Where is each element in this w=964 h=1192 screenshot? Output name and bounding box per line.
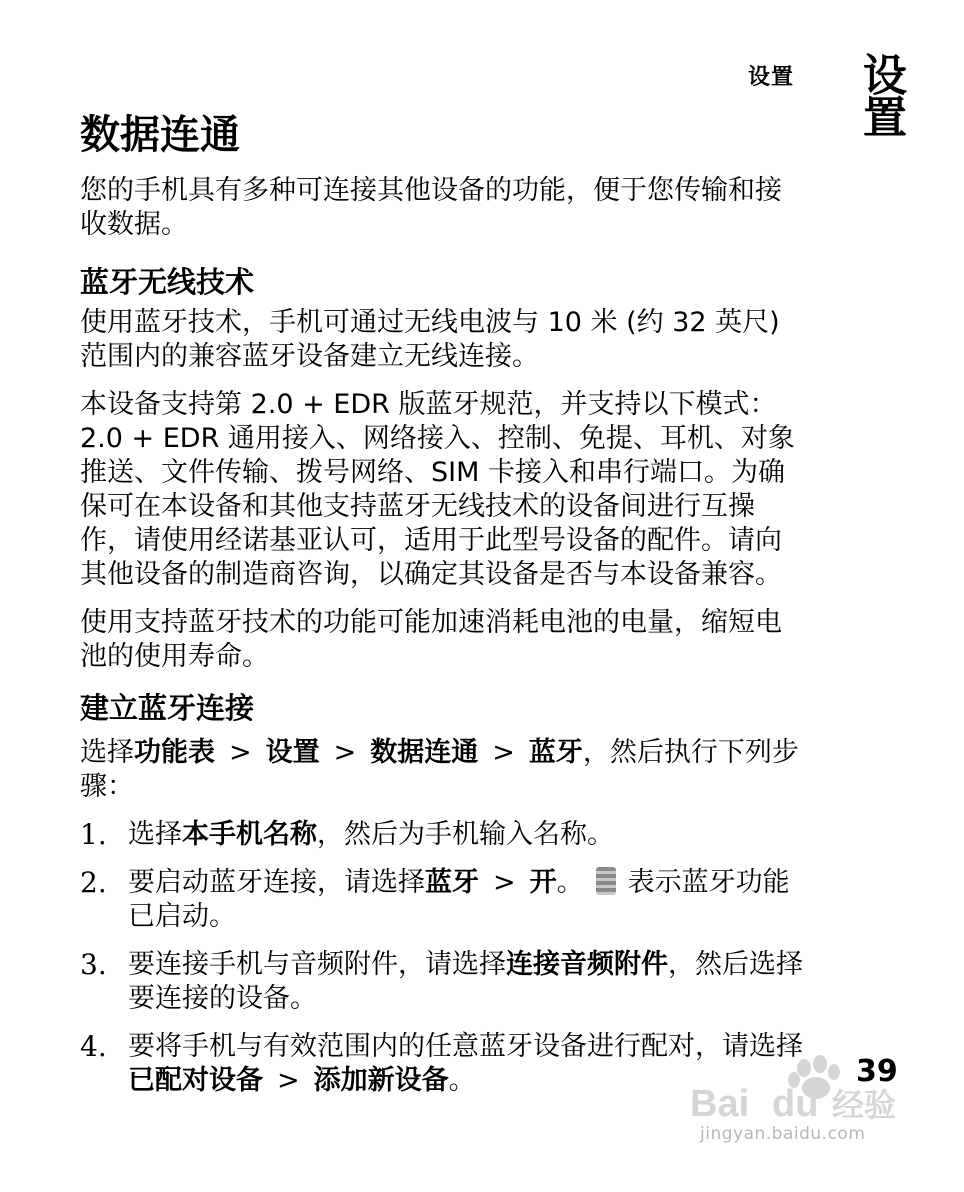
list-item: 3. 要连接手机与音频附件，请选择连接音频附件，然后选择要连接的设备。 [80, 948, 803, 1014]
menu-path-item: 数据连通 [370, 737, 479, 768]
menu-path-item: 功能表 [134, 737, 215, 768]
bluetooth-paragraph-battery: 使用支持蓝牙技术的功能可能加速消耗电池的电量，缩短电池的使用寿命。 [80, 607, 782, 672]
list-item: 4. 要将手机与有效范围内的任意蓝牙设备进行配对，请选择已配对设备 > 添加新设备。 [80, 1030, 803, 1096]
running-header: 设置 [748, 65, 795, 90]
connect-lead: 选择功能表 > 设置 > 数据连通 > 蓝牙，然后执行下列步骤： [80, 737, 799, 802]
bluetooth-paragraph-range: 使用蓝牙技术，手机可通过无线电波与 10 米 (约 32 英尺) 范围内的兼容蓝牙设备建立无线连接。 [80, 307, 780, 372]
section-intro: 您的手机具有多种可连接其他设备的功能，便于您传输和接收数据。 [80, 175, 782, 240]
bluetooth-status-icon [596, 867, 616, 895]
step-number: 1. [80, 818, 107, 851]
list-item: 2. 要启动蓝牙连接，请选择蓝牙 > 开。 表示蓝牙功能已启动。 [80, 866, 790, 932]
page-number: 39 [856, 1054, 898, 1089]
svg-text:Bai: Bai [690, 1083, 750, 1125]
connect-heading: 建立蓝牙连接 [80, 691, 255, 725]
bluetooth-heading: 蓝牙无线技术 [80, 265, 255, 299]
bluetooth-paragraph-profiles: 本设备支持第 2.0 + EDR 版蓝牙规范，并支持以下模式：2.0 + EDR 通用接入、网络接入、控制、免提、耳机、对象推送、文件传输、拨号网络、SIM 卡接入和串行端口。为确保可在本设备和其他支持蓝牙无线技术的设备间进行互操作，请使用经诺基亚认可，适用于此型号设备的配件。请向其他设备的制造商咨询，以确定其设备是否与本设备兼容。 [80, 389, 795, 590]
side-tab-title: 设置 [855, 52, 906, 136]
step-number: 3. [80, 948, 107, 981]
svg-text:du: du [772, 1083, 819, 1125]
svg-text:经验: 经验 [832, 1086, 897, 1124]
watermark-url: jingyan.baidu.com [700, 1124, 866, 1144]
step-number: 4. [80, 1030, 107, 1063]
menu-path-item: 蓝牙 [528, 737, 583, 768]
page-content [80, 108, 806, 1112]
steps-list [80, 818, 806, 1098]
step-number: 2. [80, 866, 107, 899]
section-title: 数据连通 [80, 112, 240, 158]
list-item: 1. 选择本手机名称，然后为手机输入名称。 [80, 818, 614, 851]
menu-path-item: 设置 [265, 737, 320, 768]
